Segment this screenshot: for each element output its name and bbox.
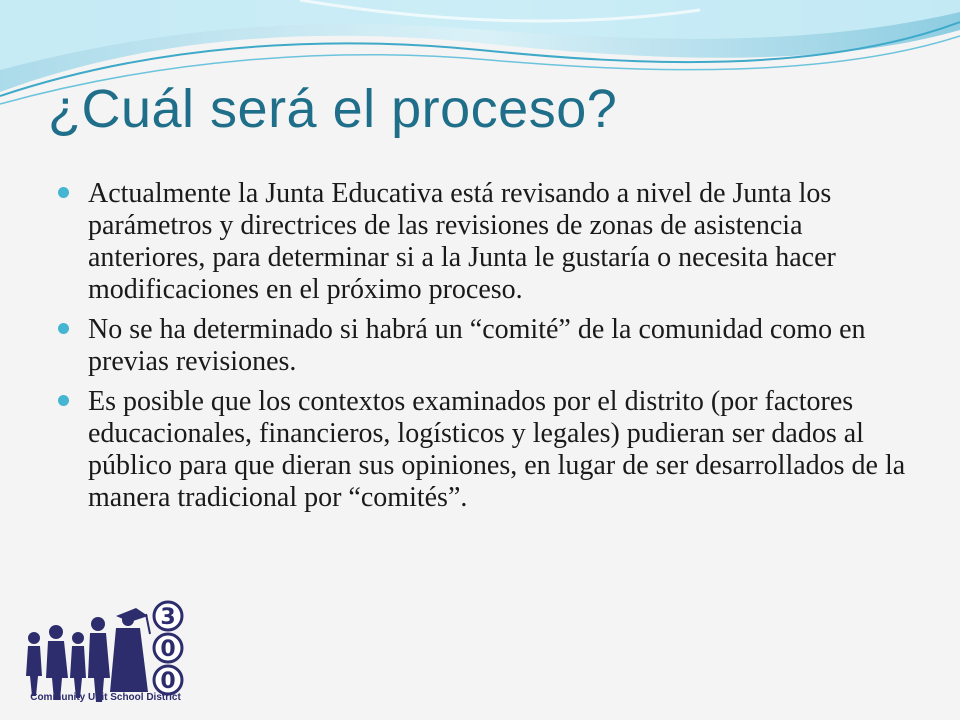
logo-digit: 3 bbox=[160, 605, 176, 630]
bullet-list bbox=[58, 178, 918, 522]
bullet-text: No se ha determinado si habrá un “comité” de la comunidad como en previas revisiones. bbox=[88, 314, 866, 377]
family-figures-icon bbox=[26, 608, 150, 702]
bullet-icon bbox=[58, 323, 69, 334]
list-item bbox=[58, 386, 918, 514]
logo-digit: 0 bbox=[160, 669, 176, 694]
logo-digit: 0 bbox=[160, 637, 176, 662]
bullet-icon bbox=[58, 187, 69, 198]
bullet-text: Actualmente la Junta Educativa está revisando a nivel de Junta los parámetros y directrices de las revisiones de zonas de asistencia anteriores, para determinar si a la Junta le gustaría o necesita hacer modificaciones en el próximo proceso. bbox=[88, 178, 836, 305]
bullet-text: Es posible que los contextos examinados por el distrito (por factores educacionales, financieros, logísticos y legales) pudieran ser dados al público para que dieran sus opiniones, en lugar de ser desarrollados de la manera tradicional por “comités”. bbox=[88, 386, 906, 513]
logo-digits bbox=[154, 602, 182, 694]
list-item bbox=[58, 178, 918, 306]
slide-title: ¿Cuál será el proceso? bbox=[48, 79, 618, 139]
logo-caption: Community Unit School District bbox=[30, 692, 181, 703]
bullet-icon bbox=[58, 395, 69, 406]
list-item bbox=[58, 314, 918, 378]
